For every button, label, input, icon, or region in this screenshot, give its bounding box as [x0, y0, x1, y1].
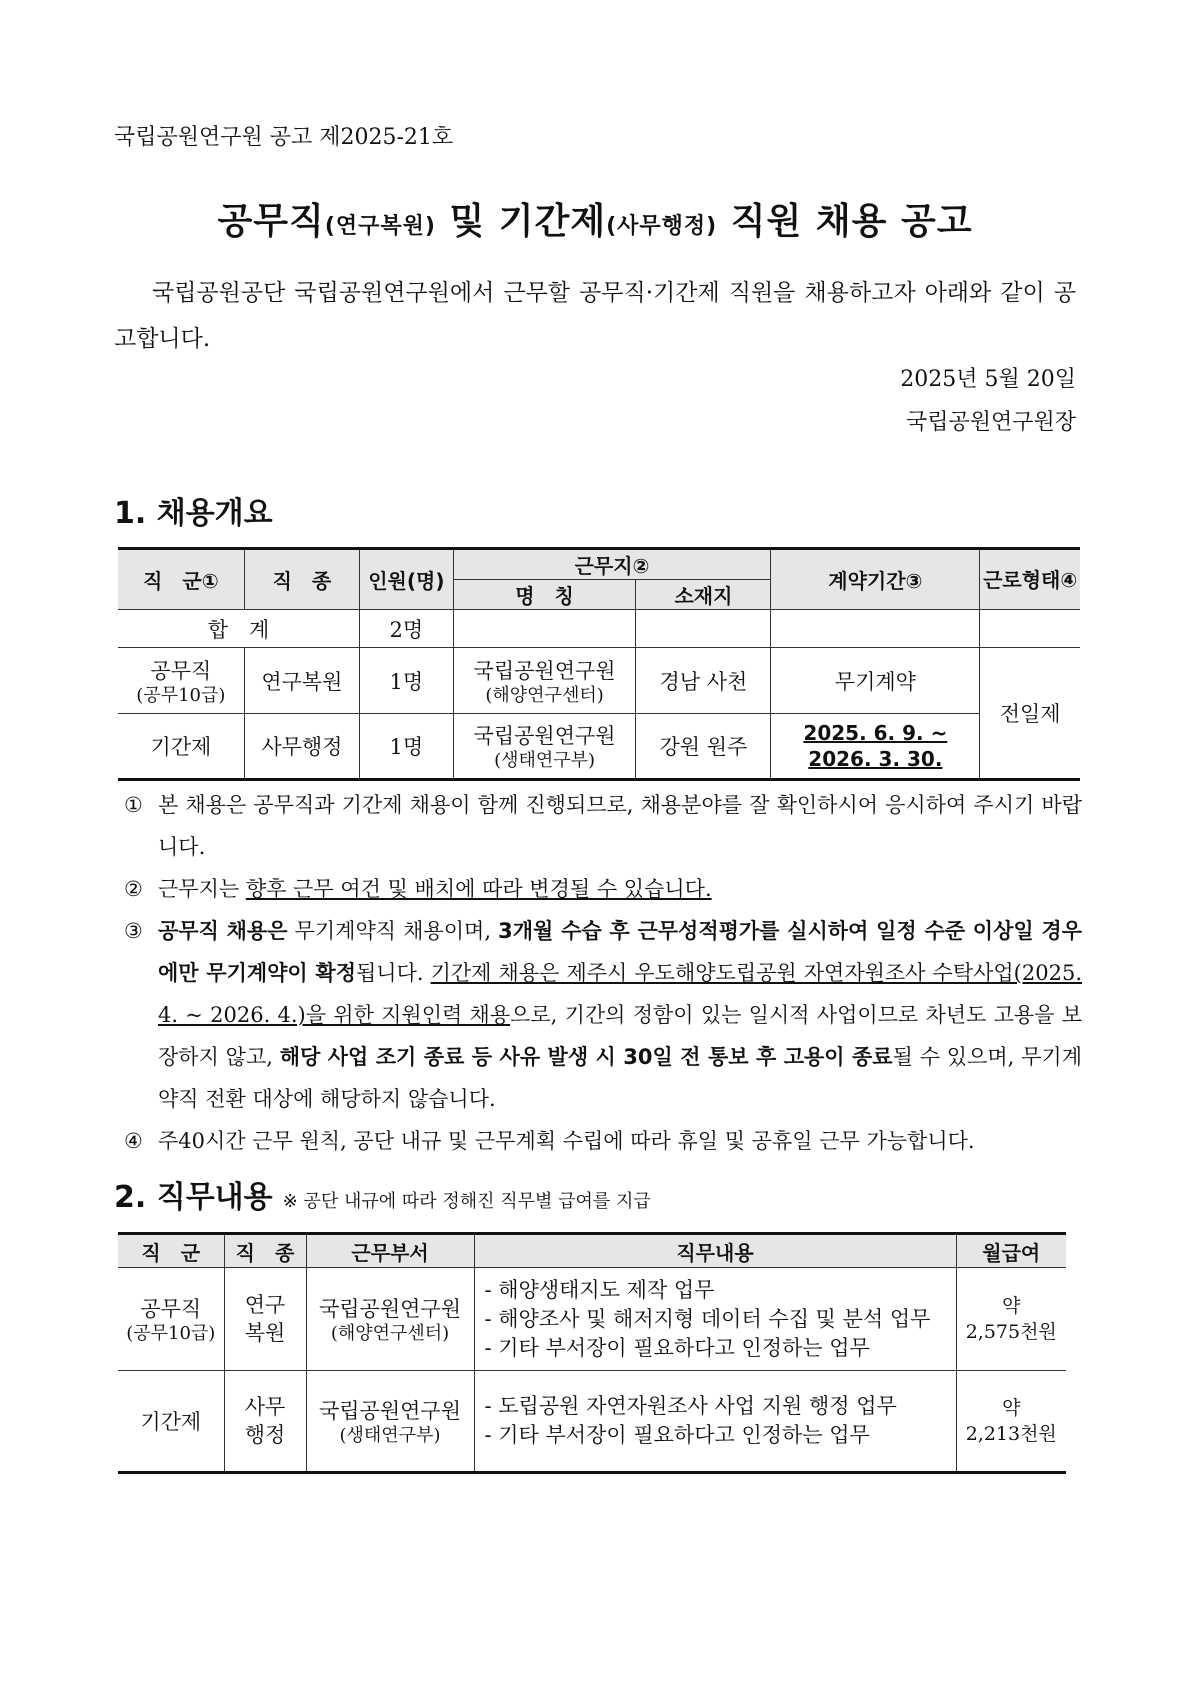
note-text-bold: 해당 사업 조기 종료 등 사유 발생 시 30일 전 통보 후 고용이 종료: [279, 1045, 893, 1069]
row-period-end: 2026. 3. 30.: [808, 747, 943, 771]
row-group-sub: (공무10급): [136, 684, 226, 706]
row-group-sub: (공무10급): [126, 1323, 216, 1344]
note-marker: ①: [124, 793, 143, 817]
duty-item: - 해양생태지도 제작 업무: [484, 1277, 715, 1302]
job-duties-table: [118, 1232, 1066, 1474]
note-text: 무기계약직 채용이며,: [287, 919, 499, 943]
row-dept-sub: (생태연구부): [339, 1425, 441, 1446]
note-3: [124, 910, 1082, 1120]
header-group: 직 군①: [118, 549, 244, 610]
note-text: 주40시간 근무 원칙, 공단 내규 및 근무계획 수립에 따라 휴일 및 공휴일 근무 가능합니다.: [158, 1129, 975, 1153]
total-label: 합 계: [118, 610, 360, 648]
row-pay-prefix: 약: [1002, 1397, 1021, 1419]
row-workplace-location: 강원 원주: [636, 714, 771, 780]
row-count: 1명: [360, 648, 454, 714]
header-pay: 월급여: [956, 1234, 1066, 1268]
section2-heading: [114, 1172, 651, 1216]
duty-item: - 해양조사 및 해저지형 데이터 수집 및 분석 업무: [484, 1306, 931, 1331]
note-text-bold: 3개월 수습 후 근무성적평가를 실시하여 일정 수준 이상일 경우에만 무기계약이 확정: [158, 919, 1082, 985]
row-type: 사무행정: [244, 714, 359, 780]
row-period: 무기계약: [771, 648, 980, 714]
table-row: [118, 714, 1080, 780]
note-text: 됩니다.: [356, 961, 431, 985]
title-part1-sub: (연구복원): [324, 214, 436, 239]
row-dept-sub: (해양연구센터): [330, 1323, 450, 1344]
total-count: 2명: [360, 610, 454, 648]
row-type: 연구복원: [244, 648, 359, 714]
notice-number: 국립공원연구원 공고 제2025-21호: [114, 125, 454, 150]
header-duty: 직무내용: [474, 1234, 956, 1268]
work-form: 전일제: [980, 648, 1080, 780]
header-dept: 근무부서: [306, 1234, 474, 1268]
note-text-underlined: 기간제 채용은 제주시 우도해양도립공원 자연자원조사 수탁사업(2025. 4. ~ 2026. 4.)을 위한 지원인력 채용: [158, 961, 1082, 1027]
row-pay-prefix: 약: [1002, 1295, 1021, 1317]
section2-title: 2. 직무내용: [114, 1180, 273, 1215]
empty-cell: [980, 610, 1080, 648]
section2-note: ※ 공단 내규에 따라 정해진 직무별 급여를 지급: [282, 1191, 651, 1212]
header-type: 직 종: [244, 549, 359, 610]
note-text: 본 채용은 공무직과 기간제 채용이 함께 진행되므로, 채용분야를 잘 확인하시어 응시하여 주시기 바랍니다.: [158, 793, 1082, 859]
row-group: 기간제: [118, 1371, 224, 1473]
section1-heading: 1. 채용개요: [114, 496, 273, 531]
empty-cell: [771, 610, 980, 648]
page-title: [0, 193, 1190, 244]
issuer: 국립공원연구원장: [905, 410, 1076, 435]
recruitment-overview-table: [118, 547, 1080, 781]
row-workplace-location: 경남 사천: [636, 648, 771, 714]
header-workplace-name: 명 칭: [453, 580, 636, 610]
note-marker: ②: [124, 877, 143, 901]
header-workplace: 근무지②: [453, 549, 771, 580]
row-workplace-name: 국립공원연구원: [473, 658, 616, 683]
note-2: [124, 868, 1082, 910]
row-group: 기간제: [118, 714, 244, 780]
note-marker: ④: [124, 1129, 143, 1153]
row-workplace-name: 국립공원연구원: [473, 724, 616, 748]
row-dept: 국립공원연구원: [318, 1399, 461, 1423]
title-part2-sub: (사무행정): [606, 214, 718, 239]
note-text: 될 수 있으며, 무기계약직 전환 대상에 해당하지 않습니다.: [158, 1045, 1082, 1111]
notice-date: 2025년 5월 20일: [900, 367, 1076, 392]
note-4: [124, 1120, 1082, 1162]
header-group: 직 군: [118, 1234, 224, 1268]
note-text-bold: 공무직 채용은: [158, 919, 288, 943]
row-pay: 2,213천원: [965, 1423, 1057, 1445]
note-marker: ③: [124, 919, 143, 943]
row-type-l1: 사무: [244, 1395, 286, 1419]
header-workplace-location: 소재지: [636, 580, 771, 610]
note-text-underlined: 향후 근무 여건 및 배치에 따라 변경될 수 있습니다.: [245, 877, 712, 901]
empty-cell: [636, 610, 771, 648]
row-group: 공무직: [140, 1297, 202, 1321]
row-type-l2: 행정: [244, 1423, 286, 1447]
table-row-total: [118, 610, 1080, 648]
title-part3: 직원 채용 공고: [717, 201, 973, 242]
header-count: 인원(명): [360, 549, 454, 610]
row-group: 공무직: [150, 658, 212, 683]
row-type-l2: 복원: [244, 1321, 286, 1345]
row-period-start: 2025. 6. 9. ~: [803, 721, 948, 745]
note-text: 근무지는: [158, 877, 246, 901]
intro-paragraph: 국립공원공단 국립공원연구원에서 근무할 공무직·기간제 직원을 채용하고자 아래와 같이 공고합니다.: [114, 280, 1076, 352]
title-part2: 및 기간제: [435, 201, 607, 242]
note-text: 으로, 기간의 정함이 있는 일시적 사업이므로 차년도 고용을 보장하지 않고,: [158, 1003, 1082, 1069]
title-part1: 공무직: [217, 201, 325, 242]
note-1: [124, 784, 1082, 868]
table-row: [118, 1371, 1066, 1473]
header-period: 계약기간③: [771, 549, 980, 610]
notes: [124, 784, 1082, 1162]
duty-item: - 기타 부서장이 필요하다고 인정하는 업무: [484, 1423, 870, 1447]
table-row: [118, 1268, 1066, 1371]
header-form: 근로형태④: [980, 549, 1080, 610]
row-pay: 2,575천원: [965, 1321, 1057, 1343]
row-count: 1명: [360, 714, 454, 780]
row-workplace-sub: (생태연구부): [494, 750, 596, 771]
duty-item: - 기타 부서장이 필요하다고 인정하는 업무: [484, 1335, 870, 1360]
row-type-l1: 연구: [244, 1293, 286, 1317]
table-row: [118, 648, 1080, 714]
duty-item: - 도립공원 자연자원조사 사업 지원 행정 업무: [484, 1394, 897, 1418]
header-type: 직 종: [224, 1234, 306, 1268]
row-dept: 국립공원연구원: [318, 1297, 461, 1321]
row-workplace-sub: (해양연구센터): [485, 684, 604, 706]
empty-cell: [453, 610, 636, 648]
